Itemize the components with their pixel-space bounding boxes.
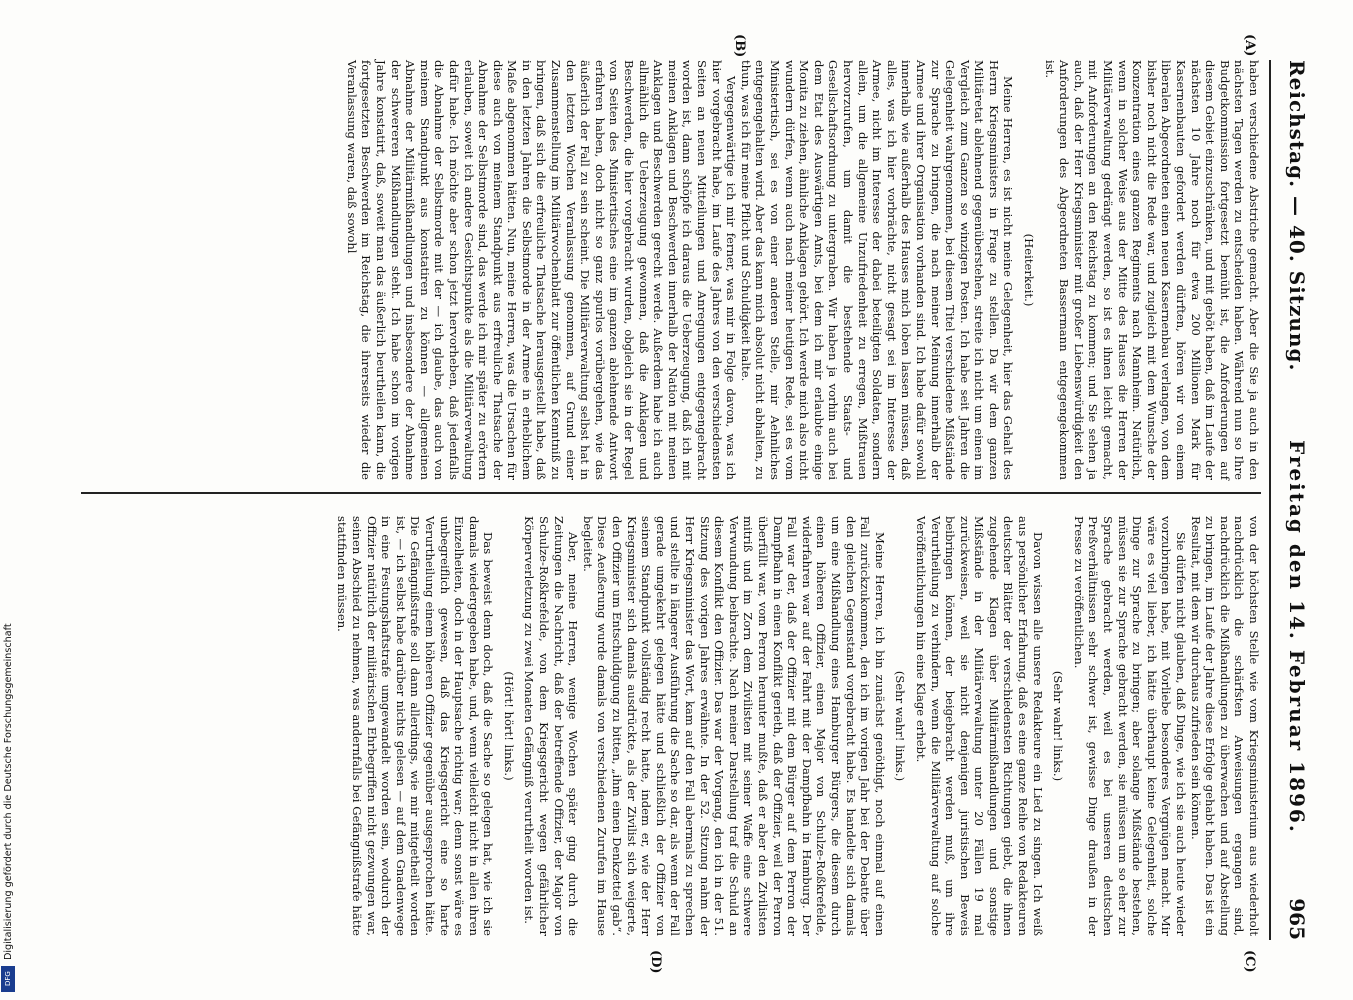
interjection: (Heiterkeit.) — [1022, 233, 1037, 307]
paragraph: Vergegenwärtige ich mir ferner, was mir in Folge davon, was ich hier vorgebracht habe, im Laufe des Jahres von den verschiedensten Seiten an neuen Mitteilungen und Anregungen entgegengebracht worden ist, dann schöpfe ich daraus die Ueberzeugung, daß ich mit meinen Anklagen und Beschwerden innerhalb der Nation mit meinen Anklagen und Beschwerden gerecht werde. Außerdem habe ich auch allmählich die Ueberzeugung gewonnen, daß die Anklagen und Beschwerden, die hier vorgebracht wurden, obgleich sie in der Regel von Seiten des Ministertisches eine im ganzen ablehnende Antwort erfahren haben, doch nicht so ganz spurlos vorübergehen, wie das äußerlich der Fall zu sein scheint. Die Militärverwaltung selbst hat in den letzten Wochen Veranlassung genommen, auf Grund einer Zusammenstellung im Militärwochenblatt zur öffentlichen Kenntniß zu bringen, daß sich die erfreuliche Thatsache herausgestellt habe, daß in den letzten Jahren die Selbstmorde in der Armee in erheblichem Maße abgenommen hätten. Nun, meine Herren, was die Ursachen für diese auch von meinem Standpunkt aus erfreuliche Thatsache der Abnahme der Selbstmorde sind, das werde ich mir später zu erörtern erlauben, soweit ich andere Gesichtspunkte als die Militärverwaltung dafür habe. Ich möchte aber schon jetzt hervorheben, daß jedenfalls die Abnahme der Selbstmorde mit der — ich glaube, das auch von meinem Standpunkt aus konstatiren zu können — allgemeinen Abnahme der Militärmißhandlungen und insbesondere der Abnahme der schwereren Mißhandlungen steht. Ich habe schon im vorigen Jahre konstatirt, daß, soweit man das äußerlich beurtheilen kann, die fortgesetzten Beschwerden im Reichstag, die ihrerseits wieder die Veranlassung waren, daß sowohl — [344, 60, 739, 480]
digitization-credit — [2, 0, 16, 1000]
paragraph: haben verschiedene Abstriche gemacht. Aber die Sie ja auch in den nächsten Tagen werden zu entscheiden haben. Während nun so Ihre Budgetkommission fortgesetzt bemüht ist, die Anforderungen auf diesem Gebiet einzuschränken, und mit geböt haben, daß im Laufe der nächsten 10 Jahre noch für etwa 200 Millionen Mark für Kasernenbauten gefordert werden dürften, hören wir von einem liberalen Abgeordneten einen neuen Kasernenbau verlangen, von dem bisher noch nicht die Rede war, und zugleich mit dem Wunsche der Konzentration eines ganzen Regiments nach Mannheim. Natürlich, wenn in solcher Weise aus der Mitte des Hauses die Herren der Militärverwaltung gedrängt werden, so ist es ihnen leicht gemacht, mit Anforderungen an den Reichstag zu kommen; und Sie sehen ja auch, daß der Herr Kriegsminister mit großer Liebenswürdigkeit den Anforderungen des Abgeordneten Bassermann entgegengekommen ist. — [1042, 60, 1261, 480]
margin-marker-c: (C) — [1242, 950, 1257, 973]
page-header-center — [1277, 60, 1317, 940]
page-number: 965 — [1285, 898, 1309, 940]
interjection: (Sehr wahr! links.) — [893, 670, 908, 782]
header-title: Reichstag. — 40. Sitzung. — [1285, 60, 1309, 372]
margin-marker-b: (B) — [732, 34, 747, 58]
interjection: (Hört! hört! links.) — [501, 671, 516, 781]
paragraph: von der höchsten Stelle wie vom Kriegsministerium aus wiederholt nachdrücklich die schärfsten Anweisungen ergangen sind, nachdrücklich die Mißhandlungen zu überwachen und auf Abstellung zu bringen, im Laufe der Jahre diese Erfolge gehabt haben. Das ist ein Resultat, mit dem wir durchaus zufrieden sein können. — [1188, 516, 1261, 936]
credit-text: Digitalisierung gefördert durch die Deutsche Forschungsgemeinschaft — [3, 623, 14, 960]
left-column — [344, 60, 1261, 480]
column-divider — [81, 492, 1261, 494]
paragraph: Sie dürfen nicht glauben, daß Dinge, wie ich sie auch heute wieder vorzubringen habe, mit Vorliebe besonderes Vergnügen macht. Mir wäre es viel lieber, ich hätte überhaupt keine Gelegenheit, solche Dinge zur Sprache zu bringen; aber solange Mißstände bestehen, müssen sie zur Sprache gebracht werden, sie müssen um so eher zur Sprache gebracht werden, weil es bei unseren deutschen Preßverhältnissen sehr schwer ist, gewisse Dinge draußen in der Presse zu veröffentlichen. — [1071, 516, 1189, 936]
margin-marker-a: (A) — [1242, 34, 1257, 57]
paragraph: Das beweist denn doch, daß die Sache so gelegen hat, wie ich sie damals wiedergegeben habe, und, wenn vielleicht nicht in allen ihren Einzelheiten, doch in der Hauptsache richtig war; denn sonst wäre es unbegreiflich gewesen, daß das Kriegsgericht eine so harte Verurtheilung einem höheren Offizier gegenüber ausgesprochen hätte. Die Gefängnißstrafe soll dann allerdings, wie mir mitgetheilt worden ist, — ich selbst habe darüber nichts gelesen — auf dem Gnadenwege in eine Festungshaftstrafe umgewandelt worden sein, wodurch der Offizier natürlich der militärischen Ehrbegriffen nicht gezwungen war, seinen Abschied zu nehmen, was andernfalls bei Gefängnißstrafe hätte stattfinden müssen. — [335, 516, 496, 936]
right-column — [335, 516, 1261, 936]
paragraph: Meine Herren, ich bin zunächst genöthigt, noch einmal auf einen Fall zurückzukommen, den ich im vorigen Jahr bei der Debatte über den gleichen Gegenstand vorgebracht habe. Es handelte sich damals um eine Mißhandlung eines Hamburger Bürgers, die diesem durch einen höheren Offizier, einen Major von Schulze-Roßkrefelde, widerfahren war auf der Fahrt mit der Dampfbahn in Hamburg. Der Fall war der, daß der Offizier mit dem Bürger auf dem Perron der Dampfbahn in einen Konflikt gerieth, daß der Offizier, weil der Perron überfüllt war, vom Perron herunter mußte, daß er aber den Zivilisten mitriß und im Zorn dem Zivilisten mit seiner Waffe eine schwere Verwundung beibrachte. Nach meiner Darstellung traf die Schuld an diesem Konflikt den Offizier. Das war der Vorgang, den ich in der 51. Sitzung des vorigen Jahres erwähnte. In der 52. Sitzung nahm der Herr Kriegsminister das Wort, kam auf den Fall abermals zu sprechen und stellte in längerer Ausführung die Sache so dar, als wenn der Fall gerade umgekehrt gelegen hätte und schließlich der Offizier von seinem Standpunkt vollständig recht hatte, indem er, wie der Herr Kriegsminister sich damals ausdrückte, als der Zivilist sich weigerte, den Offizier um Entschuldigung zu bitten, „ihm einen Denkzettel gab“. Diese Aeußerung wurde damals von verschiedenen Zurufen im Hause begleitet. — [580, 516, 887, 936]
paragraph: Davon wissen alle unsere Redakteure ein Lied zu singen. Ich weiß aus persönlicher Erfahrung, daß es eine ganze Reihe von Redakteuren deutscher Blätter der verschiedensten Richtungen giebt, die ihnen zugehende Klagen über Militärmißhandlungen und sonstige Mißstände in der Militärverwaltung unter 20 Fällen 19 mal zurückweisen, weil sie nicht denjenigen juristischen Beweis beibringen können, der beigebracht werden muß, um ihre Verurtheilung zu verhindern, wenn die Militärverwaltung auf solche Veröffentlichungen hin eine Klage erhebt. — [913, 516, 1045, 936]
paragraph: Aber, meine Herren, wenige Wochen später ging durch die Zeitungen die Nachricht, daß der betreffende Offizier, der Major von Schulze-Roßkrefelde, von dem Kriegsgericht wegen gefährlicher Körperverletzung zu zwei Monaten Gefängniß verurtheilt worden ist. — [522, 516, 581, 936]
dfg-logo: DFG — [1, 966, 15, 992]
interjection: (Sehr wahr! links.) — [1051, 670, 1066, 782]
header-rule — [1269, 60, 1271, 940]
margin-marker-d: (D) — [648, 950, 663, 974]
paragraph: Meine Herren, es ist nicht meine Gelegenheit, hier das Gehalt des Herrn Kriegsministers in Frage zu stellen. Da wir dem ganzen Militäretat ablehnend gegenüberstehen, streite ich nicht um einen im Vergleich zum Ganzen so winzigen Posten. Ich habe seit Jahren die Gelegenheit wahrgenommen, bei diesem Titel verschiedene Mißstände zur Sprache zu bringen, die nach meiner Meinung innerhalb der Armee und ihrer Organisation vorhanden sind. Ich habe dafür sowohl innerhalb wie außerhalb des Hauses mich loben lassen müssen, daß alles, was ich hier vorbrächte, nicht gesagt sei im Interesse der Armee, nicht im Interesse der dabei beteiligten Soldaten, sondern allein, um die allgemeine Unzufriedenheit zu erregen, Mißtrauen hervorzurufen, um damit die bestehende Staats- und Gesellschaftsordnung zu untergraben. Wir haben ja vorhin auch bei dem Etat des Auswärtigen Amts, bei dem ich mir erlaubte einige Monita zu ziehen, ähnliche Anklagen gehört. Ich werde mich also nicht wundern dürfen, wenn auch nach meiner heutigen Rede, sei es vom Ministertisch, sei es von einer anderen Stelle, mir Aehnliches entgegengehalten wird. Aber das kann mich absolut nicht abhalten, zu thun, was ich für meine Pflicht und Schuldigkeit halte. — [738, 60, 1016, 480]
header-date: Freitag den 14. Februar 1896. — [1285, 440, 1309, 834]
